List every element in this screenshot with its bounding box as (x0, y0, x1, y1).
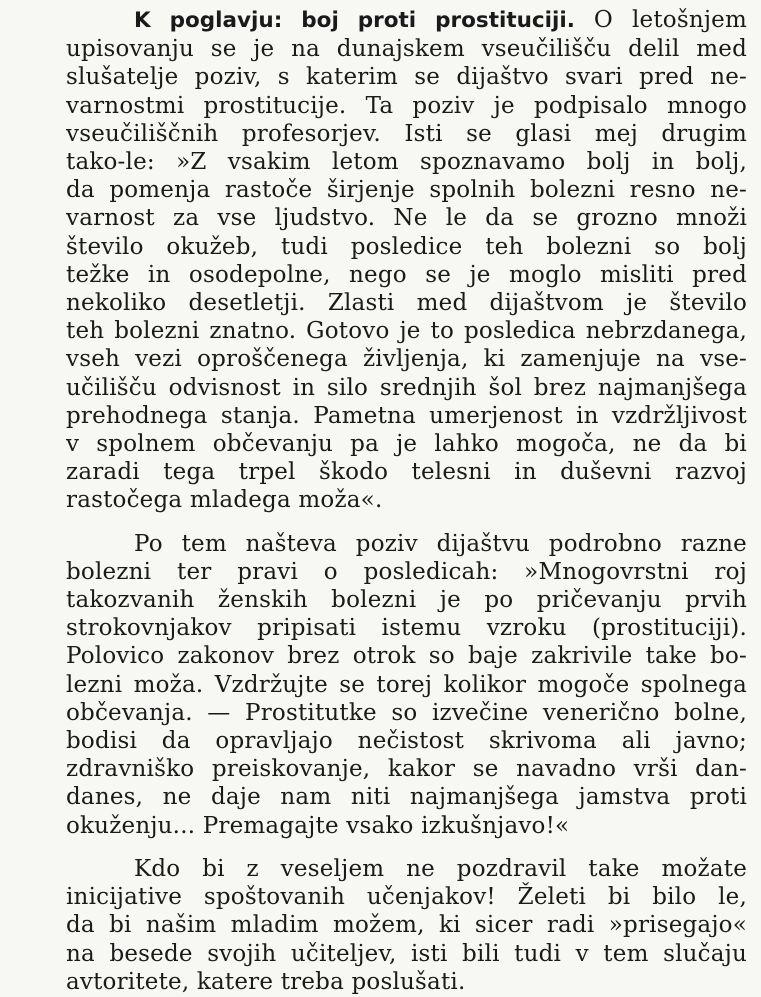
text-line: takozvanih ženskih bolezni je po pričevanju prvih (66, 587, 747, 614)
text-line: tako-le: »Z vsakim letom spoznavamo bolj in bolj, (66, 149, 747, 176)
text-line-continuation: O letošnjem (574, 7, 747, 33)
text-line: teh bolezni znatno. Gotovo je to posledica nebrzdanega, (66, 318, 747, 345)
text-line: bolezni ter pravi o posledicah: »Mnogovrstni roj (66, 558, 747, 585)
text-line: bodisi da opravljajo nečistost skrivoma ali javno; (66, 728, 747, 755)
text-line: okuženju... Premagajte vsako izkušnjavo!« (66, 812, 570, 839)
text-line: težke in osodepolne, nego se je moglo misliti pred (66, 261, 747, 288)
text-line: zaradi tega trpel škodo telesni in duševni razvoj (66, 459, 747, 486)
section-heading: K poglavju: boj proti prostituciji. (134, 8, 575, 33)
text-line: slušatelje poziv, s katerim se dijaštvo svari pred ne- (66, 64, 747, 91)
paragraph-3 (66, 855, 747, 996)
text-line: vseučiliščnih profesorjev. Isti se glasi mej drugim (66, 120, 747, 147)
text-line: število okužeb, tudi posledice teh bolezni so bolj (66, 233, 747, 260)
paragraph-gap (66, 840, 747, 855)
text-line: občevanja. — Prostitutke so izvečine venerično bolne, (66, 699, 747, 726)
text-line (66, 6, 747, 35)
text-line: strokovnjakov pripisati istemu vzroku (prostituciji). (66, 615, 747, 642)
text-line: inicijative spoštovanih učenjakov! Želeti bi bilo le, (66, 884, 747, 911)
text-line: da bi našim mladim možem, ki sicer radi »prisegajo« (66, 912, 747, 939)
text-line: na besede svojih učiteljev, isti bili tudi v tem slučaju (66, 940, 747, 967)
text-line: upisovanju se je na dunajskem vseučilišču delil med (66, 36, 747, 63)
text-line: prehodnega stanja. Pametna umerjenost in vzdržljivost (66, 402, 747, 429)
text-line: danes, ne daje nam niti najmanjšega jamstva proti (66, 784, 747, 811)
text-line: Kdo bi z veseljem ne pozdravil take možate (134, 855, 747, 882)
text-line: lezni moža. Vzdržujte se torej kolikor mogoče spolnega (66, 671, 747, 698)
text-line: rastočega mladega moža«. (66, 487, 383, 514)
text-line: nekoliko desetletji. Zlasti med dijaštvom je število (66, 290, 747, 317)
text-line: zdravniško preiskovanje, kakor se navadno vrši dan- (66, 756, 747, 783)
text-line: da pomenja rastoče širjenje spolnih bolezni resno ne- (66, 177, 747, 204)
paragraph-2 (66, 530, 747, 840)
text-line: varnost za vse ljudstvo. Ne le da se grozno množi (66, 205, 747, 232)
paragraph-gap (66, 515, 747, 530)
text-line: Polovico zakonov brez otrok so baje zakrivile take bo- (66, 643, 747, 670)
text-line: učilišču odvisnost in silo srednjih šol brez najmanjšega (66, 374, 747, 401)
text-line: v spolnem občevanju pa je lahko mogoča, ne da bi (66, 431, 747, 458)
text-line: vseh vezi oproščenega življenja, ki zamenjuje na vse- (66, 346, 747, 373)
text-line: varnostmi prostitucije. Ta poziv je podpisalo mnogo (66, 92, 747, 119)
text-line: avtoritete, katere treba poslušati. (66, 968, 466, 995)
paragraph-1 (66, 6, 747, 515)
text-line: Po tem našteva poziv dijaštvu podrobno razne (134, 530, 747, 557)
